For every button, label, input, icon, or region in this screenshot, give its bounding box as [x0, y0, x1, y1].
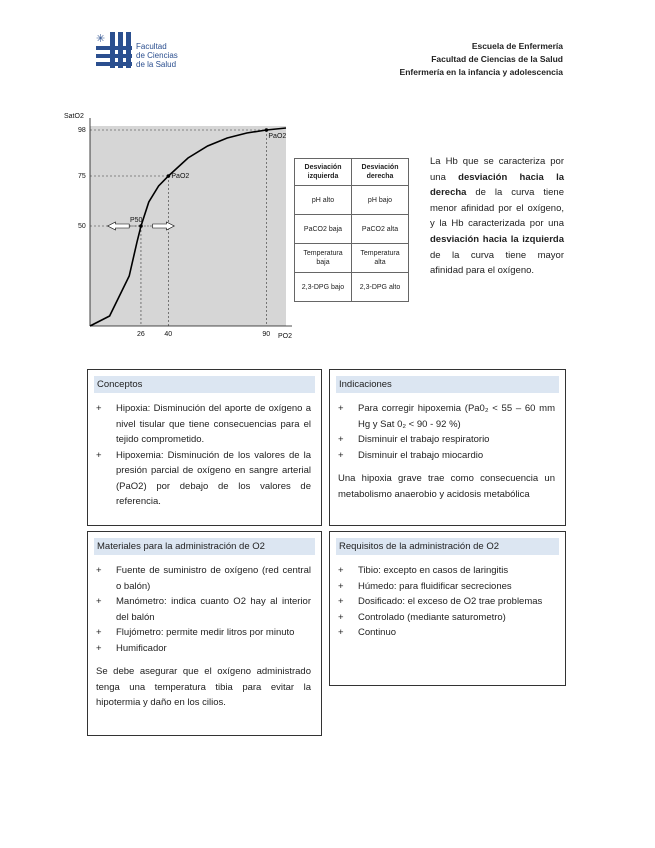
header-course: Enfermería en la infancia y adolescencia — [399, 67, 563, 77]
plus-icon: + — [96, 403, 102, 414]
plus-icon: + — [338, 611, 344, 623]
materiales-box — [87, 531, 322, 736]
x-tick-label: 40 — [164, 331, 173, 338]
table-row — [295, 273, 409, 302]
materiales-title: Materiales para la administración de O2 — [94, 538, 315, 555]
table-header-row — [295, 159, 409, 186]
pao2-label-high: PaO2 — [268, 133, 287, 140]
table-row — [295, 244, 409, 273]
affinity-paragraph — [430, 154, 564, 279]
logo-line-1: Facultad — [136, 42, 167, 51]
plus-icon: + — [96, 596, 102, 607]
list-item: + Disminuir el trabajo miocardio — [338, 448, 555, 464]
para-bold-1: desviación hacia la derecha — [430, 171, 565, 199]
indicaciones-box — [329, 369, 566, 526]
list-item: + Tibio: excepto en casos de laringitis — [338, 563, 555, 579]
indicaciones-note: Una hipoxia grave trae como consecuencia un metabolismo anaerobio y acidosis metabólica — [338, 473, 555, 500]
data-point — [167, 174, 171, 178]
header-left-shift: Desviación izquierda — [295, 159, 352, 186]
y-tick-label: 75 — [78, 173, 86, 180]
page-header — [400, 40, 563, 79]
y-tick-label: 50 — [78, 223, 86, 230]
list-item: + Hipoxia: Disminución del aporte de oxígeno a nivel tisular que tiene consecuencias para el tejido comprometido. — [96, 401, 311, 448]
table-cell: Temperatura baja — [295, 244, 352, 273]
y-tick-label: 98 — [78, 127, 86, 134]
list-item: + Manómetro: indica cuanto O2 hay al interior del balón — [96, 594, 311, 625]
plus-icon: + — [338, 403, 344, 414]
oxygen-dissociation-chart — [64, 108, 300, 344]
data-point — [265, 128, 269, 132]
conceptos-title: Conceptos — [94, 376, 315, 393]
p50-label: P50 — [129, 217, 143, 224]
requisitos-list — [338, 563, 555, 641]
list-item: + Humificador — [96, 641, 311, 657]
list-item: + Flujómetro: permite medir litros por minuto — [96, 625, 311, 641]
table-cell: pH alto — [295, 186, 352, 215]
para-bold-2: desviación hacia la izquierda — [430, 233, 564, 245]
table-cell: Temperatura alta — [352, 244, 409, 273]
pao2-label-mid: PaO2 — [171, 173, 190, 180]
plus-icon: + — [338, 449, 344, 461]
requisitos-title: Requisitos de la administración de O2 — [336, 538, 559, 555]
table-row — [295, 215, 409, 244]
plus-icon: + — [96, 642, 102, 654]
table-cell: PaCO2 alta — [352, 215, 409, 244]
header-school: Escuela de Enfermería — [471, 41, 563, 51]
logo-line-3: de la Salud — [136, 60, 177, 69]
list-item: + Dosificado: el exceso de O2 trae problemas — [338, 594, 555, 610]
plus-icon: + — [338, 434, 344, 445]
list-item: + Fuente de suministro de oxígeno (red central o balón) — [96, 563, 311, 594]
plus-icon: + — [96, 627, 102, 638]
indicaciones-title: Indicaciones — [336, 376, 559, 393]
plus-icon: + — [96, 449, 102, 461]
conceptos-box — [87, 369, 322, 526]
para-text-3: de la curva tiene mayor afinidad para el oxígeno. — [430, 249, 564, 277]
table-cell: 2,3-DPG alto — [352, 273, 409, 302]
para-text-2: de la curva tiene menor afinidad por el oxígeno, y la Hb caracterizada por una — [430, 187, 565, 230]
plus-icon: + — [96, 565, 102, 576]
logo-line-2: de Ciencias — [136, 51, 178, 60]
header-faculty: Facultad de Ciencias de la Salud — [431, 54, 563, 64]
x-tick-label: 26 — [136, 331, 145, 338]
plus-icon: + — [338, 580, 344, 592]
plus-icon: + — [338, 596, 344, 607]
curve-shift-table — [294, 158, 409, 302]
table-cell: PaCO2 baja — [295, 215, 352, 244]
table-cell: pH bajo — [352, 186, 409, 215]
list-item: + Hipoxemia: Disminución de los valores de la presión parcial de oxígeno en sangre arterial (PaO2) por debajo de los valores de referencia. — [96, 448, 311, 510]
svg-text:✳: ✳ — [96, 32, 106, 45]
list-item: + Húmedo: para fluidificar secreciones — [338, 579, 555, 595]
requisitos-box — [329, 531, 566, 686]
y-axis-label: SatO2 — [64, 113, 84, 120]
list-item: + Para corregir hipoxemia (Pa0₂ < 55 – 60 mm Hg y Sat 0₂ < 90 - 92 %) — [338, 401, 555, 432]
plus-icon: + — [338, 565, 344, 576]
plus-icon: + — [338, 627, 344, 638]
x-axis-label: PO2 — [278, 333, 293, 340]
list-item: + Disminuir el trabajo respiratorio — [338, 432, 555, 448]
table-row — [295, 186, 409, 215]
materiales-note: Se debe asegurar que el oxígeno administrado tenga una temperatura tibia para evitar la hipotermia y daño en los cilios. — [96, 666, 311, 708]
list-item: + Controlado (mediante saturometro) — [338, 610, 555, 626]
logo-text — [136, 42, 178, 69]
list-item: + Continuo — [338, 625, 555, 641]
x-tick-label: 90 — [262, 331, 271, 338]
table-cell: 2,3-DPG bajo — [295, 273, 352, 302]
materiales-list — [96, 563, 311, 656]
conceptos-list — [96, 401, 311, 510]
logo-mark-icon — [96, 32, 132, 68]
indicaciones-list — [338, 401, 555, 463]
header-right-shift: Desviación derecha — [352, 159, 409, 186]
para-text-1: La Hb que se caracteriza por una — [430, 156, 564, 183]
